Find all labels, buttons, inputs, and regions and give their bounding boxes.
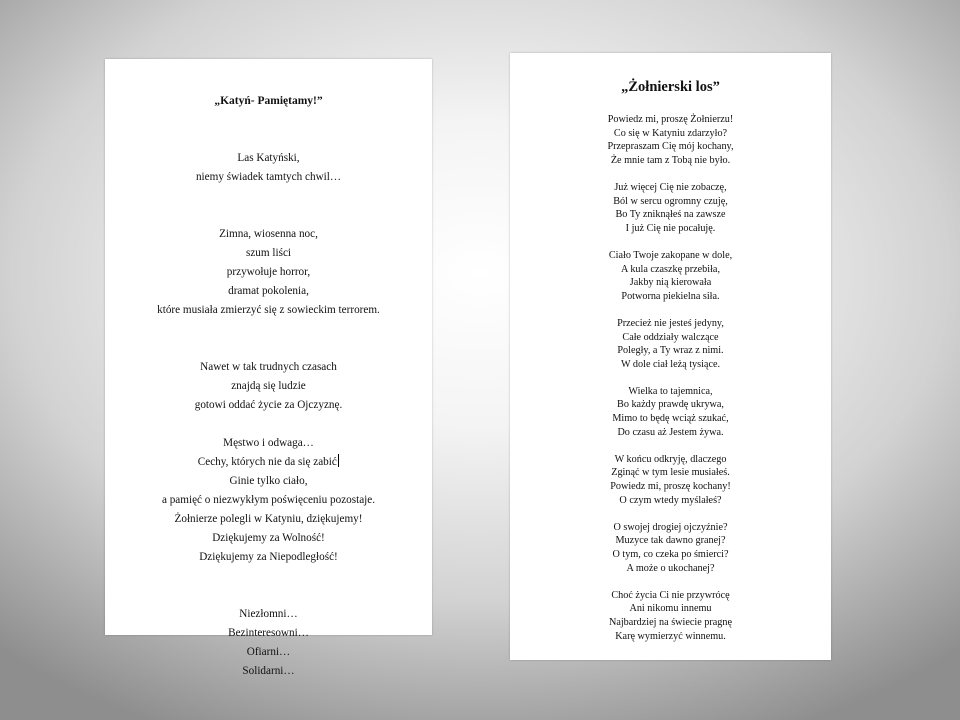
poem-line: Ani nikomu innemu: [629, 603, 712, 615]
poem-line: Bo Ty zniknąłeś na zawsze: [615, 209, 726, 221]
poem-line-text: Cechy, których nie da się zabić: [197, 456, 337, 468]
poem-line: szum liści: [245, 247, 292, 259]
poem-line: przywołuje horror,: [226, 266, 311, 278]
poem-line: A może o ukochanej?: [626, 562, 715, 574]
poem-line: Bo każdy prawdę ukrywa,: [617, 399, 724, 411]
poem-line: Ciało Twoje zakopane w dole,: [608, 249, 733, 261]
poem-line: które musiała zmierzyć się z sowieckim terrorem.: [157, 304, 380, 316]
stanza-4: [105, 434, 432, 567]
poem-line: Muzyce tak dawno granej?: [615, 535, 726, 547]
stanza-4: [510, 317, 831, 371]
poem-line: Przepraszam Cię mój kochany,: [607, 141, 734, 153]
poem-line: znajdą się ludzie: [231, 380, 306, 392]
stanza-3: [510, 249, 831, 303]
poem-line: Dziękujemy za Niepodległość!: [199, 551, 338, 563]
stanza-1: [105, 149, 432, 187]
poem-katyn: [105, 92, 432, 681]
poem-line: Ból w sercu ogromny czuję,: [613, 195, 728, 207]
poem-line: Do czasu aż Jestem żywa.: [617, 426, 724, 438]
stanza-1: [510, 113, 831, 167]
poem-line: O swojej drogiej ojczyźnie?: [613, 521, 728, 533]
poem-line: Zimna, wiosenna noc,: [219, 228, 318, 240]
poem-line: Solidarni…: [242, 665, 295, 677]
poem-line: Zginąć w tym lesie musiałeś.: [611, 467, 730, 479]
poem-line: Już więcej Cię nie zobaczę,: [614, 181, 727, 193]
poem-line: O czym wtedy myślałeś?: [619, 494, 722, 506]
poem-line: dramat pokolenia,: [228, 285, 309, 297]
poem-line: Las Katyński,: [237, 152, 300, 164]
poem-line: Bezinteresowni…: [228, 627, 309, 639]
poem-line: Dziękujemy za Wolność!: [212, 532, 325, 544]
poem-line: Jakby nią kierowała: [629, 277, 712, 289]
poem-line: Ofiarni…: [246, 646, 291, 658]
poem-line: I już Cię nie pocałuję.: [625, 222, 716, 234]
poem-line: Najbardziej na świecie pragnę: [608, 616, 733, 628]
poem-line: Że mnie tam z Tobą nie było.: [610, 154, 731, 166]
poem-line: Nawet w tak trudnych czasach: [200, 361, 337, 373]
poem-line: Choć życia Ci nie przywrócę: [611, 589, 730, 601]
poem-title: „Katyń- Pamiętamy!”: [214, 95, 323, 107]
text-cursor: [338, 454, 339, 467]
poem-line: niemy świadek tamtych chwil…: [195, 171, 342, 183]
poem-line: Karę wymierzyć winnemu.: [615, 630, 726, 642]
poem-line: Całe oddziały walczące: [622, 331, 719, 343]
stanza-3: [105, 358, 432, 415]
poem-line: Przecież nie jesteś jedyny,: [617, 317, 724, 329]
poem-line: Żołnierze polegli w Katyniu, dziękujemy!: [174, 513, 363, 525]
poem-line: Ginie tylko ciało,: [229, 475, 308, 487]
poem-line: Wielka to tajemnica,: [628, 385, 713, 397]
poem-line: gotowi oddać życie za Ojczyznę.: [194, 399, 343, 411]
poem-line: Powiedz mi, proszę kochany!: [610, 481, 731, 493]
stanza-2: [510, 181, 831, 235]
poem-page-left: [105, 59, 432, 677]
poem-line: Mimo to będę wciąż szukać,: [612, 413, 729, 425]
poem-page-right: [510, 53, 831, 660]
stanza-5: [510, 385, 831, 439]
poem-line: Poległy, a Ty wraz z nimi.: [617, 345, 724, 357]
poem-line-with-caret[interactable]: [105, 453, 432, 472]
stanza-8: [510, 589, 831, 643]
poem-line: a pamięć o niezwykłym poświęceniu pozostaje.: [161, 494, 376, 506]
stanza-2: [105, 225, 432, 320]
poem-line: Powiedz mi, proszę Żołnierzu!: [607, 114, 734, 125]
poem-line: Męstwo i odwaga…: [223, 437, 314, 449]
poem-line: W dole ciał leżą tysiące.: [620, 358, 721, 370]
stanza-7: [510, 521, 831, 575]
poem-line: W końcu odkryję, dlaczego: [614, 453, 727, 465]
poem-title: „Żołnierski los”: [621, 79, 720, 95]
poem-line: A kula czaszkę przebiła,: [621, 263, 720, 275]
poem-zolnierski-los: [510, 77, 831, 643]
poem-line: Niezłomni…: [239, 608, 298, 620]
stanza-6: [510, 453, 831, 507]
poem-line: Potworna piekielna siła.: [621, 290, 720, 302]
poem-line: Co się w Katyniu zdarzyło?: [613, 127, 728, 139]
poem-line: O tym, co czeka po śmierci?: [612, 549, 729, 560]
stanza-5: [105, 605, 432, 681]
